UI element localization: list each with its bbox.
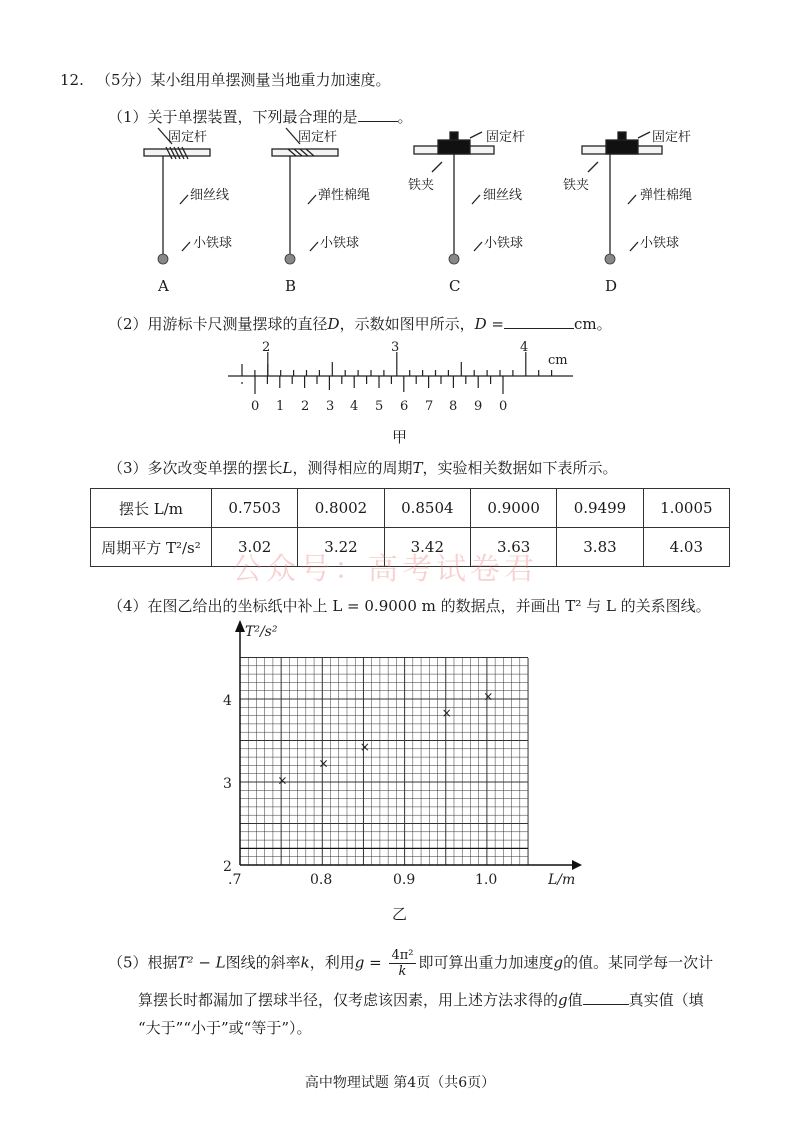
data-point: × [318,756,329,771]
table-cell: 0.9499 [557,489,643,528]
table-cell: 0.9000 [470,489,556,528]
label-iron-clamp-d: 铁夹 [563,178,590,193]
fraction: $\frac{\text{4π²}}{k}$ [391,948,414,979]
label-ball-c: 小铁球 [484,236,524,251]
vernier-label-0: 0 [251,399,260,414]
x-tick-10: 1.0 [475,872,498,888]
label-fixed-rod-c: 固定杆 [486,130,526,145]
data-point: × [441,706,452,721]
part5-answer-blank[interactable] [583,988,629,1005]
vernier-scale-ticks [255,376,503,394]
table-cell: 3.42 [384,528,470,567]
part2-answer-blank[interactable] [504,312,574,329]
label-thread-c: 细丝线 [483,188,523,203]
vernier-label-6: 6 [400,399,409,414]
table-cell: 4.03 [643,528,729,567]
label-ball-d: 小铁球 [640,236,680,251]
pendulum-apparatus-figure [130,122,693,297]
y-tick-3: 3 [223,776,232,792]
caliper-unit: cm [548,353,568,368]
watermark: 公众号：高考试卷君 [232,552,538,587]
apparatus-c [414,132,494,254]
label-iron-clamp-c: 铁夹 [408,178,435,193]
caliper-caption: 甲 [392,428,408,446]
table-cell: 3.22 [298,528,384,567]
vernier-label-1: 1 [276,399,285,414]
table-cell: 3.83 [557,528,643,567]
vernier-label-4: 4 [350,399,359,414]
graph-points [277,690,493,788]
main-scale-ticks [242,352,552,376]
graph-ylabel: T²/s² [245,624,278,640]
part1-text: （1）关于单摆装置，下列最合理的是 。 [108,105,413,127]
label-fixed-rod-a: 固定杆 [168,130,208,145]
vernier-caliper [228,338,578,418]
y-axis-arrow [235,620,245,632]
vernier-label-8: 8 [449,399,458,414]
ball-c [449,254,459,264]
table-cell: 0.7503 [212,489,298,528]
table-head-period: 周期平方 T²/s² [91,528,212,567]
label-fixed-rod-d: 固定杆 [652,130,692,145]
question-stem: （5分）某小组用单摆测量当地重力加速度。 [96,71,391,89]
table-cell: 0.8504 [384,489,470,528]
x-tick-08: 0.8 [310,872,333,888]
main-label-4: 4 [520,340,529,355]
label-cord-b: 弹性棉绳 [318,188,371,203]
t2-l-graph [210,618,590,894]
option-b-label: B [285,277,297,295]
table-cell: 1.0005 [643,489,729,528]
part2-text: （2）用游标卡尺测量摆球的直径D，示数如图甲所示，D = cm。 [108,312,612,334]
main-label-3: 3 [391,340,400,355]
vernier-label-9: 9 [474,399,483,414]
label-thread-a: 细丝线 [190,188,230,203]
table-cell: 3.02 [212,528,298,567]
part5-line1: （5）根据T² − L图线的斜率k，利用g = $\frac{\text{4π²}}{k}$ 即可算出重力加速度g的值。某同学每一次计 [108,948,714,979]
label-ball-a: 小铁球 [193,236,233,251]
label-ball-b: 小铁球 [320,236,360,251]
graph-caption: 乙 [392,905,408,923]
part4-text: （4）在图乙给出的坐标纸中补上 L = 0.9000 m 的数据点，并画出 T² 与 L 的关系图线。 [108,597,711,615]
data-point: × [277,773,288,788]
table-row-length [91,489,730,528]
x-tick-07: .7 [228,872,242,888]
vernier-label-5: 5 [375,399,384,414]
option-a-label: A [158,277,169,295]
ball-a [158,254,168,264]
question-number: 12. [60,71,84,89]
vernier-label-2: 2 [301,399,310,414]
table-head-length: 摆长 L/m [91,489,212,528]
table-cell: 0.8002 [298,489,384,528]
vernier-label-10: 0 [499,399,508,414]
main-label-2: 2 [262,340,271,355]
vernier-label-3: 3 [326,399,335,414]
vernier-label-7: 7 [425,399,434,414]
part3-text: （3）多次改变单摆的摆长L，测得相应的周期T，实验相关数据如下表所示。 [108,459,618,477]
ball-b [285,254,295,264]
y-tick-2: 2 [223,859,232,875]
data-point: × [483,689,494,704]
ball-d [605,254,615,264]
label-fixed-rod-b: 固定杆 [298,130,338,145]
page-footer: 高中物理试题 第4页（共6页） [304,1075,496,1091]
label-cord-d: 弹性棉绳 [640,188,693,203]
table-cell: 3.63 [470,528,556,567]
y-tick-4: 4 [223,693,232,709]
part1-answer-blank[interactable] [358,105,398,122]
x-axis-arrow [572,860,582,870]
graph-xlabel: L/m [548,872,576,888]
data-point: × [359,740,370,755]
part5-line2: 算摆长时都漏加了摆球半径，仅考虑该因素，用上述方法求得的g值 真实值（填 [138,988,704,1010]
option-d-label: D [605,277,618,295]
part5-line3: “大于”“小于”或“等于”）。 [138,1019,312,1037]
option-c-label: C [449,277,461,295]
x-tick-09: 0.9 [393,872,416,888]
